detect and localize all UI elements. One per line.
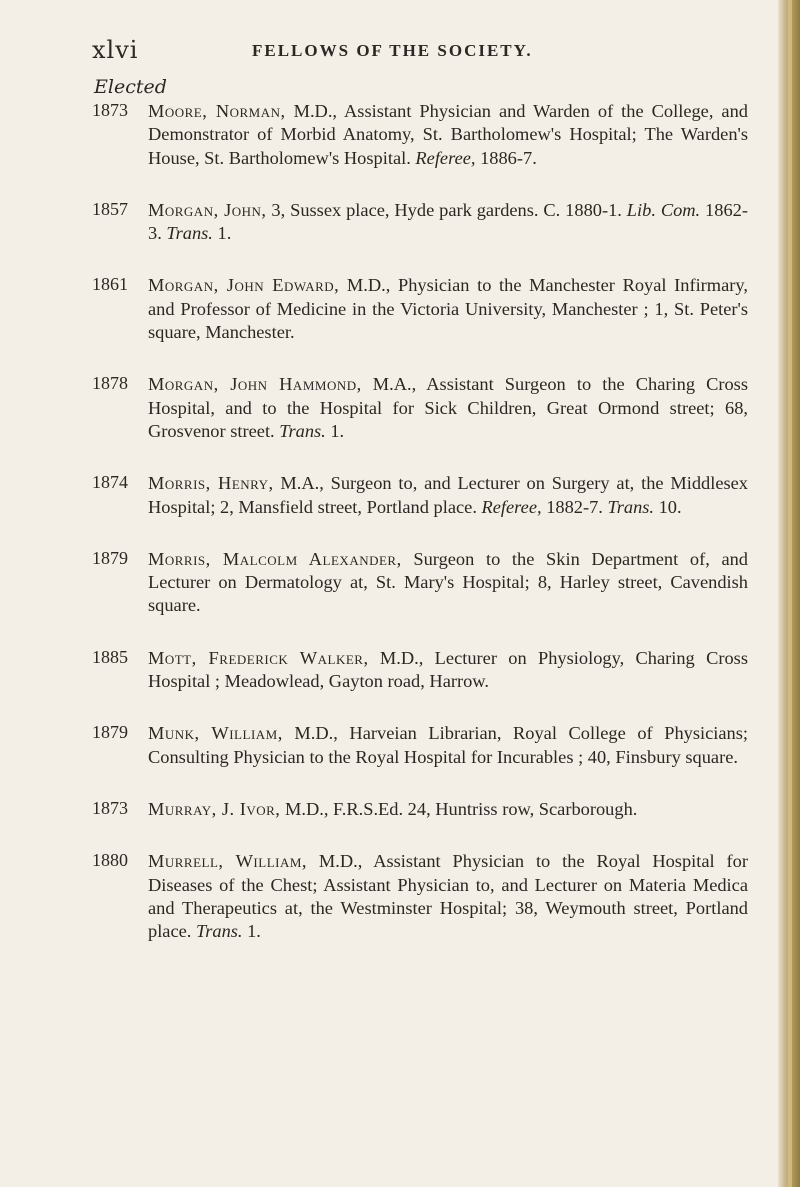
fellows-list: [92, 100, 748, 972]
entry-year: 1874: [92, 472, 128, 493]
list-item: [92, 798, 748, 821]
entry-description: 3, Sussex place, Hyde park gardens. C. 1880-1.: [266, 199, 627, 220]
fellow-name: Murrell, William,: [148, 851, 308, 872]
fellow-name: Morgan, John Edward,: [148, 275, 340, 296]
entry-year: 1879: [92, 547, 128, 568]
entry-text: [148, 798, 748, 821]
list-item: [92, 722, 748, 769]
fellow-name: Morris, Henry,: [148, 473, 274, 494]
entry-role: Referee,: [481, 496, 542, 517]
entry-text: [148, 647, 748, 694]
list-item: [92, 100, 748, 170]
entry-text: [148, 472, 748, 519]
entry-year: 1861: [92, 274, 128, 295]
entry-text: [148, 722, 748, 769]
entry-role: Referee,: [415, 147, 476, 168]
elected-column-label: Elected: [94, 76, 167, 98]
entry-role-2: Trans.: [166, 223, 213, 244]
fellow-name: Morris, Malcolm Alexander,: [148, 548, 402, 569]
entry-role: Trans.: [196, 921, 243, 942]
entry-year: 1873: [92, 797, 128, 818]
entry-tail: 1886-7.: [475, 147, 537, 168]
list-item: [92, 850, 748, 943]
fellow-name: Munk, William,: [148, 723, 283, 744]
entry-description: M.D., Lecturer on Physiology, Charing Cross Hospital ; Meadowlead, Gayton road, Harrow.: [148, 647, 748, 692]
fellow-name: Moore, Norman,: [148, 101, 286, 121]
fellow-name: Morgan, John Hammond,: [148, 374, 362, 395]
page-edge-stripe: [788, 0, 792, 1187]
fellow-name: Murray, J. Ivor,: [148, 798, 281, 819]
fellow-name: Mott, Frederick Walker,: [148, 647, 369, 668]
entry-role: Trans.: [279, 420, 326, 441]
entry-description: M.A., Surgeon to, and Lecturer on Surgery at, the Middlesex Hospital; 2, Mansfield street, Portland place.: [148, 473, 748, 517]
entry-tail-2: 1.: [212, 223, 232, 244]
running-title: FELLOWS OF THE SOCIETY.: [252, 41, 533, 60]
entry-description: M.D., Assistant Physician and Warden of the College, and Demonstrator of Morbid Anatomy, St. Bartholomew's Hospital; The Warden's House, St. Bartholomew's Hospital.: [148, 101, 748, 168]
entry-text: [148, 373, 748, 443]
entry-description: M.A., Assistant Surgeon to the Charing Cross Hospital, and to the Hospital for Sick Children, Great Ormond street; 68, Grosvenor street.: [148, 374, 748, 441]
list-item: [92, 548, 748, 618]
entry-role: Lib. Com.: [626, 199, 701, 220]
list-item: [92, 647, 748, 694]
list-item: [92, 199, 748, 246]
page-header: [92, 36, 732, 76]
entry-text: [148, 274, 748, 344]
page-number: xlvi: [92, 36, 139, 64]
entry-text: [148, 850, 748, 943]
list-item: [92, 274, 748, 344]
entry-year: 1873: [92, 100, 128, 120]
entry-tail: 1882-7.: [541, 496, 608, 517]
entry-tail: 1862-3.: [148, 199, 748, 244]
entry-description: Surgeon to the Skin Department of, and Lecturer on Dermatology at, St. Mary's Hospital; 8, Harley street, Cavendish square.: [148, 548, 748, 616]
entry-description: M.D., F.R.S.Ed. 24, Huntriss row, Scarborough.: [280, 798, 638, 819]
entry-year: 1885: [92, 646, 128, 667]
entry-year: 1880: [92, 850, 128, 871]
entry-tail: 1.: [325, 420, 345, 441]
entry-description: M.D., Physician to the Manchester Royal Infirmary, and Professor of Medicine in the Victoria University, Manchester ; 1, St. Peter's square, Manchester.: [148, 275, 748, 343]
entry-year: 1857: [92, 198, 128, 219]
list-item: [92, 373, 748, 443]
fellow-name: Morgan, John,: [148, 199, 267, 220]
entry-year: 1878: [92, 373, 128, 394]
entry-tail-2: 10.: [654, 496, 682, 517]
entry-tail: 1.: [242, 921, 261, 942]
entry-description: M.D., Harveian Librarian, Royal College of Physicians; Consulting Physician to the Royal Hospital for Incurables ; 40, Finsbury square.: [148, 723, 749, 767]
entry-text: [148, 100, 748, 170]
entry-role-2: Trans.: [607, 496, 655, 517]
list-item: [92, 472, 748, 519]
entry-text: [148, 548, 748, 618]
entry-description: M.D., Assistant Physician to the Royal Hospital for Diseases of the Chest; Assistant Physician to, and Lecturer on Materia Medica and Therapeutics at, the Westminster Hospital; 38, Weymouth street, Portland place.: [148, 851, 748, 942]
entry-text: [148, 199, 748, 246]
entry-year: 1879: [92, 722, 128, 743]
